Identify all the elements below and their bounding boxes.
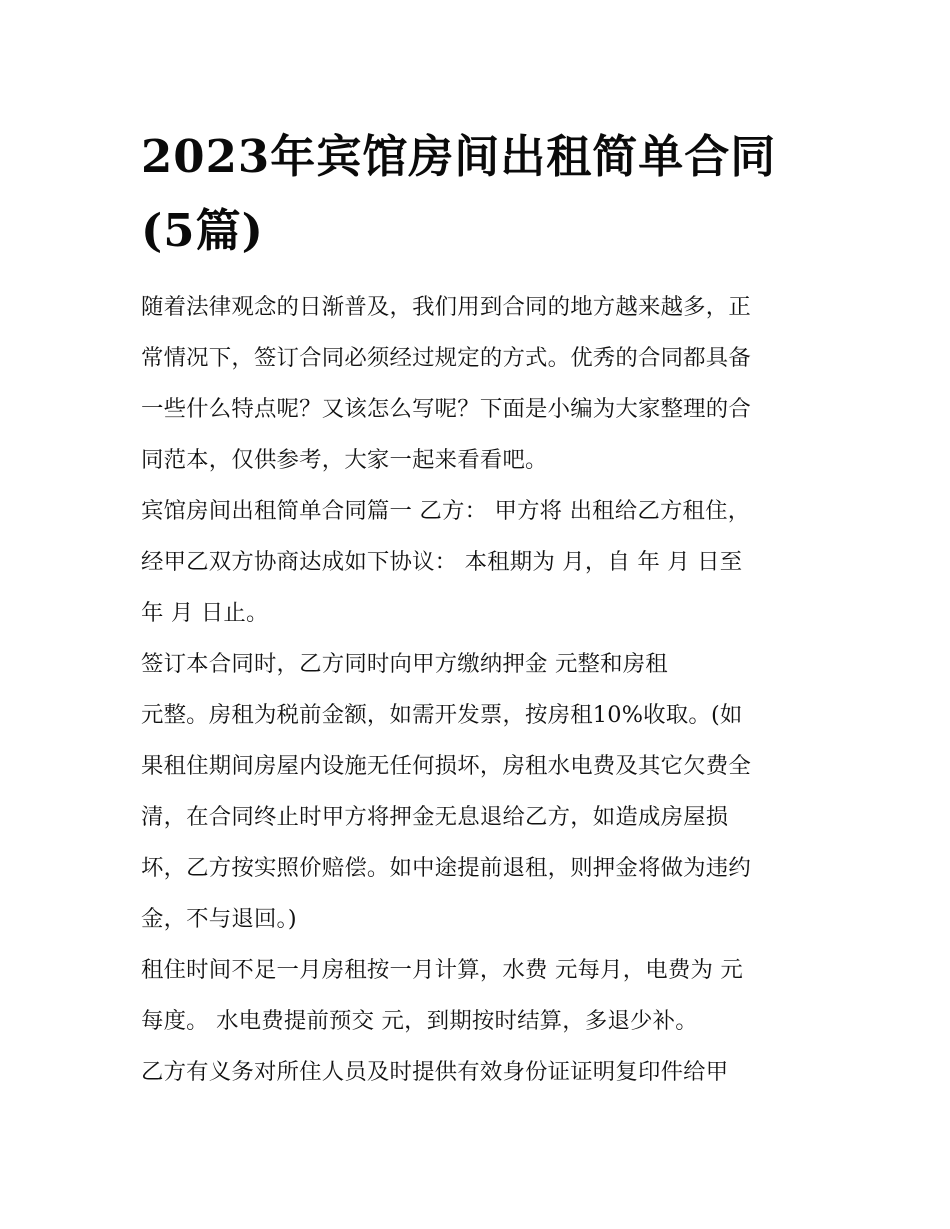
text-line: 签订本合同时，乙方同时向甲方缴纳押金 元整和房租 bbox=[141, 651, 668, 677]
text-line: 经甲乙双方协商达成如下协议： 本租期为 月，自 年 月 日至 bbox=[141, 549, 743, 575]
text-line: 常情况下，签订合同必须经过规定的方式。优秀的合同都具备 bbox=[141, 345, 751, 371]
deposit-paragraph bbox=[141, 639, 813, 945]
title-line: (5篇) bbox=[141, 204, 264, 257]
text-line: 元整。房租为税前金额，如需开发票，按房租10%收取。(如 bbox=[141, 702, 743, 728]
text-line: 乙方有义务对所住人员及时提供有效身份证证明复印件给甲 bbox=[141, 1059, 729, 1085]
text-line: 租住时间不足一月房租按一月计算，水费 元每月，电费为 元 bbox=[141, 957, 743, 983]
text-line: 每度。 水电费提前预交 元，到期按时结算，多退少补。 bbox=[141, 1008, 698, 1034]
text-line: 坏，乙方按实照价赔偿。如中途提前退租，则押金将做为违约 bbox=[141, 855, 751, 881]
text-line: 一些什么特点呢？又该怎么写呢？下面是小编为大家整理的合 bbox=[141, 396, 751, 422]
obligation-paragraph bbox=[141, 1047, 813, 1098]
text-line: 清，在合同终止时甲方将押金无息退给乙方，如造成房屋损 bbox=[141, 804, 729, 830]
contract-terms-paragraph bbox=[141, 486, 813, 639]
text-line: 同范本，仅供参考，大家一起来看看吧。 bbox=[141, 447, 548, 473]
document-title bbox=[141, 120, 813, 268]
text-line: 宾馆房间出租简单合同篇一 乙方： 甲方将 出租给乙方租住， bbox=[141, 498, 751, 524]
utilities-paragraph bbox=[141, 945, 813, 1047]
text-line: 金，不与退回。) bbox=[141, 906, 297, 932]
intro-paragraph bbox=[141, 282, 813, 486]
text-line: 年 月 日止。 bbox=[141, 600, 269, 626]
title-line: 2023年宾馆房间出租简单合同 bbox=[141, 130, 777, 183]
text-line: 果租住期间房屋内设施无任何损坏，房租水电费及其它欠费全 bbox=[141, 753, 751, 779]
text-line: 随着法律观念的日渐普及，我们用到合同的地方越来越多，正 bbox=[141, 294, 751, 320]
document-body bbox=[141, 120, 813, 1098]
